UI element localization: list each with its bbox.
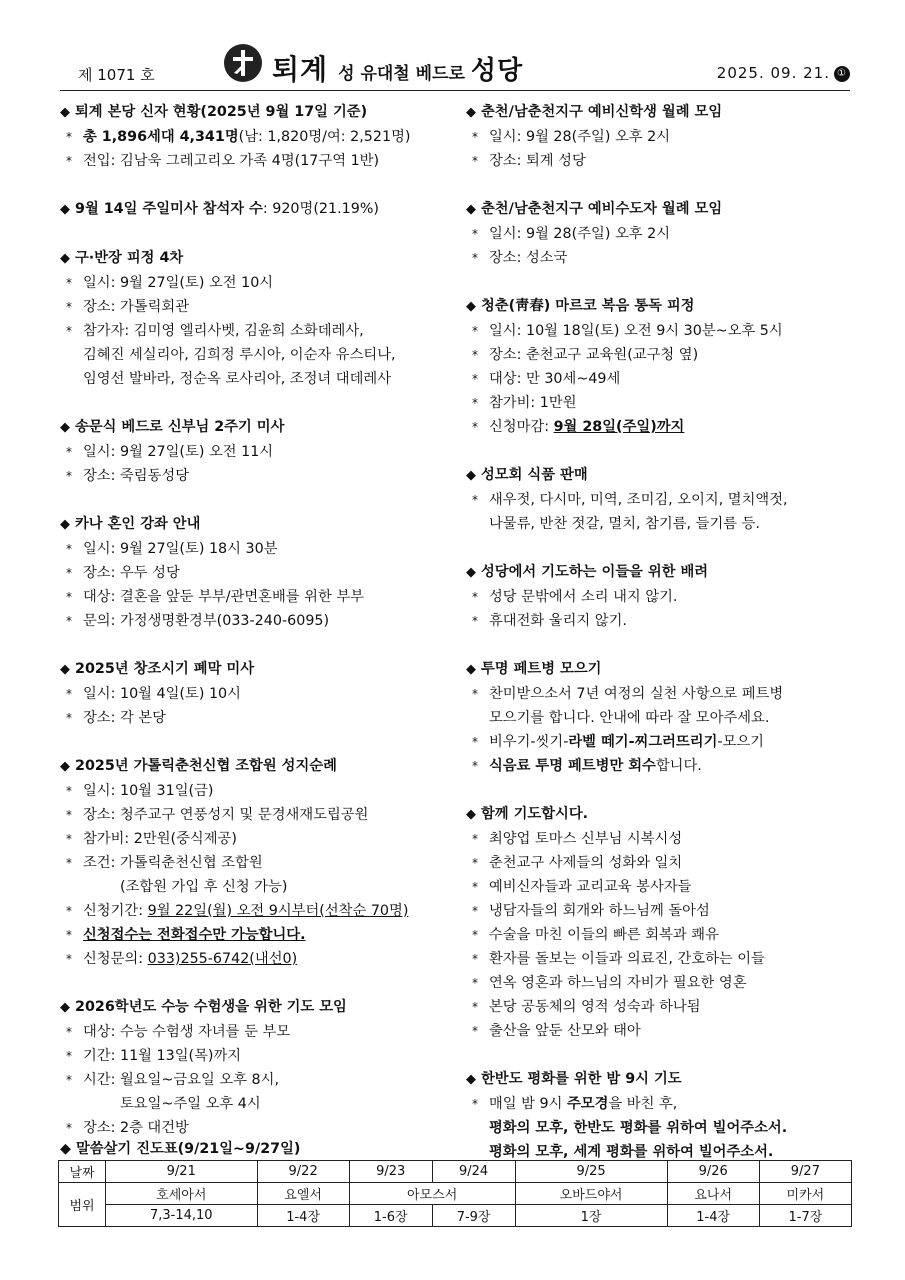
list-item [60, 585, 455, 609]
section-heading [60, 754, 455, 779]
asterisk-bullet-icon: * [472, 1000, 478, 1014]
item-text: 찬미받으소서 7년 여정의 실천 사항으로 페트병 [489, 686, 784, 702]
list-item [60, 440, 455, 464]
notice-section [60, 995, 455, 1140]
notice-section [60, 754, 455, 971]
section-heading [466, 463, 856, 488]
asterisk-bullet-icon: * [66, 566, 72, 580]
asterisk-bullet-icon: * [66, 1073, 72, 1087]
prayer-line: 평화의 모후, 세계 평화를 위하여 빌어주소서. [489, 1144, 774, 1160]
item-text: 장소: 우두 성당 [83, 565, 180, 581]
list-item [466, 125, 856, 149]
list-item [466, 609, 856, 633]
list-item [466, 1092, 856, 1116]
range-cell: 1-7장 [759, 1205, 851, 1227]
schedule-caption: ◆ 말씀살기 진도표(9/21일~9/27일) [60, 1141, 301, 1157]
list-item [466, 1019, 856, 1043]
diamond-bullet-icon: ◆ [466, 299, 476, 314]
item-text: 조건: 가톨릭춘천신협 조합원 [83, 855, 263, 871]
section-heading [60, 995, 455, 1020]
item-text: 최양업 토마스 신부님 시복시성 [489, 831, 683, 847]
asterisk-bullet-icon: * [472, 396, 478, 410]
section-heading [466, 657, 856, 682]
section-heading [466, 560, 856, 585]
item-text: 본당 공동체의 영적 성숙과 하나됨 [489, 999, 701, 1015]
item-text: 장소: 성소국 [489, 250, 568, 266]
item-text: 일시: 10월 18일(토) 오전 9시 30분~오후 5시 [489, 323, 783, 339]
item-text: 연옥 영혼과 하느님의 자비가 필요한 영혼 [489, 975, 747, 991]
list-item [466, 875, 856, 899]
list-item [60, 947, 455, 971]
asterisk-bullet-icon: * [472, 928, 478, 942]
item-continuation: 나물류, 반찬 젓갈, 멸치, 참기름, 들기름 등. [489, 516, 760, 532]
list-item [466, 149, 856, 173]
asterisk-bullet-icon: * [66, 324, 72, 338]
asterisk-bullet-icon: * [66, 614, 72, 628]
section-title: 송문식 베드로 신부님 2주기 미사 [75, 419, 285, 435]
list-item [60, 1068, 455, 1092]
section-title: 투명 페트병 모으기 [481, 661, 602, 677]
asterisk-bullet-icon: * [472, 856, 478, 870]
item-text: 매일 밤 9시 [489, 1096, 567, 1112]
asterisk-bullet-icon: * [472, 154, 478, 168]
list-item [60, 899, 455, 923]
item-text: 총 1,896세대 4,341명 [83, 129, 239, 145]
title-main: 퇴계 [272, 53, 329, 86]
asterisk-bullet-icon: * [66, 1025, 72, 1039]
diamond-bullet-icon: ◆ [466, 565, 476, 580]
asterisk-bullet-icon: * [472, 735, 478, 749]
book-cell: 요엘서 [257, 1183, 349, 1205]
section-heading [60, 197, 455, 222]
item-text: 장소: 청주교구 연풍성지 및 문경새재도립공원 [83, 807, 369, 823]
list-item [466, 246, 856, 270]
book-cell: 오바드야서 [515, 1183, 667, 1205]
item-text: 합니다. [655, 758, 702, 774]
section-title: 2025년 창조시기 폐막 미사 [75, 661, 255, 677]
list-item [466, 222, 856, 246]
asterisk-bullet-icon: * [66, 276, 72, 290]
asterisk-bullet-icon: * [472, 493, 478, 507]
notice-section [466, 294, 856, 439]
list-item [466, 415, 856, 439]
list-item [466, 947, 856, 971]
list-item [60, 125, 455, 149]
item-text: 예비신자들과 교리교육 봉사자들 [489, 879, 692, 895]
date-cell: 9/21 [106, 1161, 258, 1183]
diamond-bullet-icon: ◆ [466, 807, 476, 822]
issue-number: 제 1071 호 [78, 66, 155, 84]
item-text: 시간: 월요일~금요일 오후 8시, [83, 1072, 279, 1088]
item-text: 환자를 돌보는 이들과 의료진, 간호하는 이들 [489, 951, 765, 967]
section-title: 9월 14일 주일미사 참석자 수 [75, 201, 263, 217]
asterisk-bullet-icon: * [472, 590, 478, 604]
item-text: 장소: 죽림동성당 [83, 468, 190, 484]
section-title-value: : 920명(21.19%) [262, 201, 380, 217]
item-text: 대상: 결혼을 앞둔 부부/관면혼배를 위한 부부 [83, 589, 364, 605]
diamond-bullet-icon: ◆ [466, 468, 476, 483]
asterisk-bullet-icon: * [472, 687, 478, 701]
book-cell: 요나서 [667, 1183, 759, 1205]
section-heading [466, 294, 856, 319]
prayer-line: 평화의 모후, 한반도 평화를 위하여 빌어주소서. [489, 1120, 788, 1136]
asterisk-bullet-icon: * [66, 904, 72, 918]
item-text: 참가비: 1만원 [489, 395, 577, 411]
list-item [466, 585, 856, 609]
range-cell: 1-6장 [349, 1205, 432, 1227]
item-continuation: 모으기를 합니다. 안내에 따라 잘 모아주세요. [489, 710, 770, 726]
asterisk-bullet-icon: * [472, 952, 478, 966]
section-title: 성당에서 기도하는 이들을 위한 배려 [481, 564, 709, 580]
item-text: 일시: 9월 28(주일) 오후 2시 [489, 129, 671, 145]
list-item [60, 319, 455, 343]
asterisk-bullet-icon: * [66, 1121, 72, 1135]
asterisk-bullet-icon: * [66, 154, 72, 168]
list-item [60, 561, 455, 585]
item-text: 신청접수는 전화접수만 가능합니다. [83, 927, 306, 943]
item-text: 일시: 9월 27일(토) 오전 11시 [83, 444, 274, 460]
book-cell: 미카서 [759, 1183, 851, 1205]
item-text: 참가비: 2만원(중식제공) [83, 831, 237, 847]
list-item [60, 923, 455, 947]
notice-section [466, 100, 856, 173]
item-text: 라벨 떼기-찌그러뜨리기 [568, 734, 718, 750]
date-text: 2025. 09. 21. [716, 64, 830, 82]
section-heading [60, 415, 455, 440]
asterisk-bullet-icon: * [66, 590, 72, 604]
list-item [60, 827, 455, 851]
asterisk-bullet-icon: * [472, 324, 478, 338]
notice-section [60, 197, 455, 222]
item-text: 대상: 수능 수험생 자녀를 둔 부모 [83, 1024, 291, 1040]
notice-section [466, 197, 856, 270]
section-title: 구·반장 피정 4차 [75, 250, 184, 266]
section-heading [466, 197, 856, 222]
range-cell: 7,3-14,10 [106, 1205, 258, 1227]
section-title: 2025년 가톨릭춘천신협 조합원 성지순례 [75, 758, 337, 774]
section-title: 한반도 평화를 위한 밤 9시 기도 [481, 1071, 682, 1087]
list-item [60, 464, 455, 488]
item-text: 휴대전화 울리지 않기. [489, 613, 627, 629]
asterisk-bullet-icon: * [66, 808, 72, 822]
list-item [466, 971, 856, 995]
list-item [466, 851, 856, 875]
asterisk-bullet-icon: * [66, 711, 72, 725]
item-text: 성당 문밖에서 소리 내지 않기. [489, 589, 678, 605]
item-continuation: 토요일~주일 오후 4시 [120, 1096, 261, 1112]
title-end: 성당 [470, 56, 524, 86]
diamond-bullet-icon: ◆ [466, 202, 476, 217]
item-text: 일시: 10월 4일(토) 10시 [83, 686, 241, 702]
page-badge: ① [834, 66, 850, 82]
section-heading [466, 1067, 856, 1092]
item-text: 신청기간: [83, 903, 148, 919]
notice-section [466, 560, 856, 633]
section-heading [60, 657, 455, 682]
list-item [60, 851, 455, 875]
asterisk-bullet-icon: * [472, 348, 478, 362]
list-item [60, 537, 455, 561]
section-title: 카나 혼인 강좌 안내 [75, 516, 201, 532]
item-text: 신청마감: [489, 419, 554, 435]
item-text: 출산을 앞둔 산모와 태아 [489, 1023, 641, 1039]
asterisk-bullet-icon: * [472, 251, 478, 265]
asterisk-bullet-icon: * [66, 832, 72, 846]
diamond-bullet-icon: ◆ [60, 202, 70, 217]
list-item [466, 754, 856, 778]
right-column [466, 100, 856, 1188]
list-item [466, 827, 856, 851]
date-cell: 9/24 [432, 1161, 515, 1183]
item-text: 대상: 만 30세~49세 [489, 371, 621, 387]
item-text: 신청문의: [83, 951, 148, 967]
notice-section [466, 1067, 856, 1164]
list-item [466, 343, 856, 367]
notice-section [60, 100, 455, 173]
list-item [466, 682, 856, 706]
notice-section [466, 657, 856, 778]
list-item [60, 706, 455, 730]
bulletin-title [272, 48, 523, 88]
asterisk-bullet-icon: * [472, 420, 478, 434]
row-label-range: 범위 [59, 1183, 106, 1227]
notice-section [466, 802, 856, 1043]
title-sub: 성 유대철 베드로 [338, 64, 465, 84]
notice-section [60, 512, 455, 633]
asterisk-bullet-icon: * [66, 1049, 72, 1063]
item-text: 일시: 10월 31일(금) [83, 783, 214, 799]
schedule-caption-text: 말씀살기 진도표(9/21일~9/27일) [75, 1141, 301, 1157]
section-title: 춘천/남춘천지구 예비신학생 월례 모임 [481, 104, 723, 120]
asterisk-bullet-icon: * [66, 856, 72, 870]
notice-section [466, 463, 856, 536]
asterisk-bullet-icon: * [66, 130, 72, 144]
asterisk-bullet-icon: * [66, 542, 72, 556]
item-text: 비우기-씻기- [489, 734, 569, 750]
item-text: 을 바친 후, [608, 1096, 678, 1112]
item-text: 장소: 춘천교구 교육원(교구청 옆) [489, 347, 699, 363]
diamond-bullet-icon: ◆ [60, 759, 70, 774]
item-text: 9월 28일(주일)까지 [553, 419, 685, 435]
range-cell: 1-4장 [667, 1205, 759, 1227]
item-continuation: 김혜진 세실리아, 김희정 루시아, 이순자 유스티나, [83, 347, 396, 363]
asterisk-bullet-icon: * [472, 1024, 478, 1038]
diamond-bullet-icon: ◆ [60, 105, 70, 120]
item-text: 전입: 김남욱 그레고리오 가족 4명(17구역 1반) [83, 153, 380, 169]
item-text: 식음료 투명 페트병만 회수 [489, 758, 656, 774]
asterisk-bullet-icon: * [66, 928, 72, 942]
item-text: 주모경 [566, 1096, 609, 1112]
item-text: 수술을 마친 이들의 빠른 회복과 쾌유 [489, 927, 719, 943]
section-title: 함께 기도합시다. [481, 806, 589, 822]
asterisk-bullet-icon: * [66, 952, 72, 966]
asterisk-bullet-icon: * [472, 614, 478, 628]
list-item [466, 319, 856, 343]
asterisk-bullet-icon: * [472, 904, 478, 918]
section-title: 춘천/남춘천지구 예비수도자 월례 모임 [481, 201, 723, 217]
schedule-book-row [59, 1183, 852, 1205]
item-text: 냉담자들의 회개와 하느님께 돌아섬 [489, 903, 710, 919]
parish-logo-icon [224, 44, 262, 82]
list-item [60, 779, 455, 803]
list-item [466, 923, 856, 947]
item-text: 기간: 11월 13일(목)까지 [83, 1048, 242, 1064]
diamond-bullet-icon: ◆ [60, 251, 70, 266]
asterisk-bullet-icon: * [66, 445, 72, 459]
asterisk-bullet-icon: * [66, 784, 72, 798]
diamond-bullet-icon: ◆ [466, 662, 476, 677]
list-item [466, 367, 856, 391]
diamond-bullet-icon: ◆ [60, 1000, 70, 1015]
item-text: 장소: 가톨릭회관 [83, 299, 190, 315]
section-heading [60, 246, 455, 271]
asterisk-bullet-icon: * [472, 976, 478, 990]
list-item [466, 730, 856, 754]
asterisk-bullet-icon: * [66, 469, 72, 483]
date-cell: 9/25 [515, 1161, 667, 1183]
item-text: 장소: 2층 대건방 [83, 1120, 189, 1136]
item-text: 일시: 9월 27일(토) 18시 30분 [83, 541, 278, 557]
list-item [60, 149, 455, 173]
asterisk-bullet-icon: * [66, 687, 72, 701]
asterisk-bullet-icon: * [472, 227, 478, 241]
list-item [60, 1020, 455, 1044]
list-item [60, 271, 455, 295]
item-text: 새우젓, 다시마, 미역, 조미김, 오이지, 멸치액젓, [489, 492, 788, 508]
section-heading [60, 512, 455, 537]
notice-section [60, 246, 455, 391]
schedule-table [58, 1160, 852, 1227]
book-cell: 호세아서 [106, 1183, 258, 1205]
section-heading [60, 100, 455, 125]
list-item [60, 1116, 455, 1140]
section-title: 성모회 식품 판매 [481, 467, 588, 483]
bulletin-header [60, 42, 850, 90]
section-title: 퇴계 본당 신자 현황(2025년 9월 17일 기준) [75, 104, 368, 120]
item-text: 장소: 퇴계 성당 [489, 153, 586, 169]
schedule-range-row [59, 1205, 852, 1227]
list-item [466, 899, 856, 923]
item-text: -모으기 [717, 734, 764, 750]
list-item [60, 609, 455, 633]
item-text: 참가자: 김미영 엘리사벳, 김윤희 소화데레사, [83, 323, 364, 339]
asterisk-bullet-icon: * [472, 130, 478, 144]
date-cell: 9/22 [257, 1161, 349, 1183]
book-cell: 아모스서 [349, 1183, 515, 1205]
date-cell: 9/23 [349, 1161, 432, 1183]
item-continuation: 임영선 발바라, 정순옥 로사리아, 조정녀 대데레사 [83, 371, 392, 387]
range-cell: 1-4장 [257, 1205, 349, 1227]
range-cell: 1장 [515, 1205, 667, 1227]
diamond-bullet-icon: ◆ [466, 105, 476, 120]
diamond-bullet-icon: ◆ [466, 1072, 476, 1087]
section-title: 청춘(靑春) 마르코 복음 통독 피정 [481, 298, 695, 314]
schedule-date-row [59, 1161, 852, 1183]
notice-section [60, 415, 455, 488]
section-heading [466, 100, 856, 125]
row-label-date: 날짜 [59, 1161, 106, 1183]
asterisk-bullet-icon: * [472, 880, 478, 894]
section-heading [466, 802, 856, 827]
list-item [60, 295, 455, 319]
item-text: 문의: 가정생명환경부(033-240-6095) [83, 613, 330, 629]
date-cell: 9/26 [667, 1161, 759, 1183]
list-item [60, 1044, 455, 1068]
asterisk-bullet-icon: * [472, 372, 478, 386]
bulletin-date [717, 64, 850, 82]
list-item [466, 995, 856, 1019]
range-cell: 7-9장 [432, 1205, 515, 1227]
asterisk-bullet-icon: * [472, 1097, 478, 1111]
header-divider [60, 90, 850, 91]
list-item [466, 391, 856, 415]
diamond-bullet-icon: ◆ [60, 517, 70, 532]
left-column [60, 100, 455, 1164]
date-cell: 9/27 [759, 1161, 851, 1183]
item-text: 033)255-6742(내선0) [147, 951, 298, 967]
diamond-bullet-icon: ◆ [60, 420, 70, 435]
asterisk-bullet-icon: * [472, 832, 478, 846]
item-text: 일시: 9월 27일(토) 오전 10시 [83, 275, 274, 291]
list-item [60, 682, 455, 706]
item-continuation: (조합원 가입 후 신청 가능) [120, 879, 288, 895]
section-title: 2026학년도 수능 수험생을 위한 기도 모임 [75, 999, 347, 1015]
asterisk-bullet-icon: * [472, 759, 478, 773]
item-text: 일시: 9월 28(주일) 오후 2시 [489, 226, 671, 242]
item-text: 춘천교구 사제들의 성화와 일치 [489, 855, 683, 871]
item-text: 9월 22일(월) 오전 9시부터(선착순 70명) [147, 903, 409, 919]
item-text: 장소: 각 본당 [83, 710, 166, 726]
list-item [60, 803, 455, 827]
asterisk-bullet-icon: * [66, 300, 72, 314]
notice-section [60, 657, 455, 730]
item-text: (남: 1,820명/여: 2,521명) [238, 129, 411, 145]
diamond-bullet-icon: ◆ [60, 662, 70, 677]
list-item [466, 488, 856, 512]
